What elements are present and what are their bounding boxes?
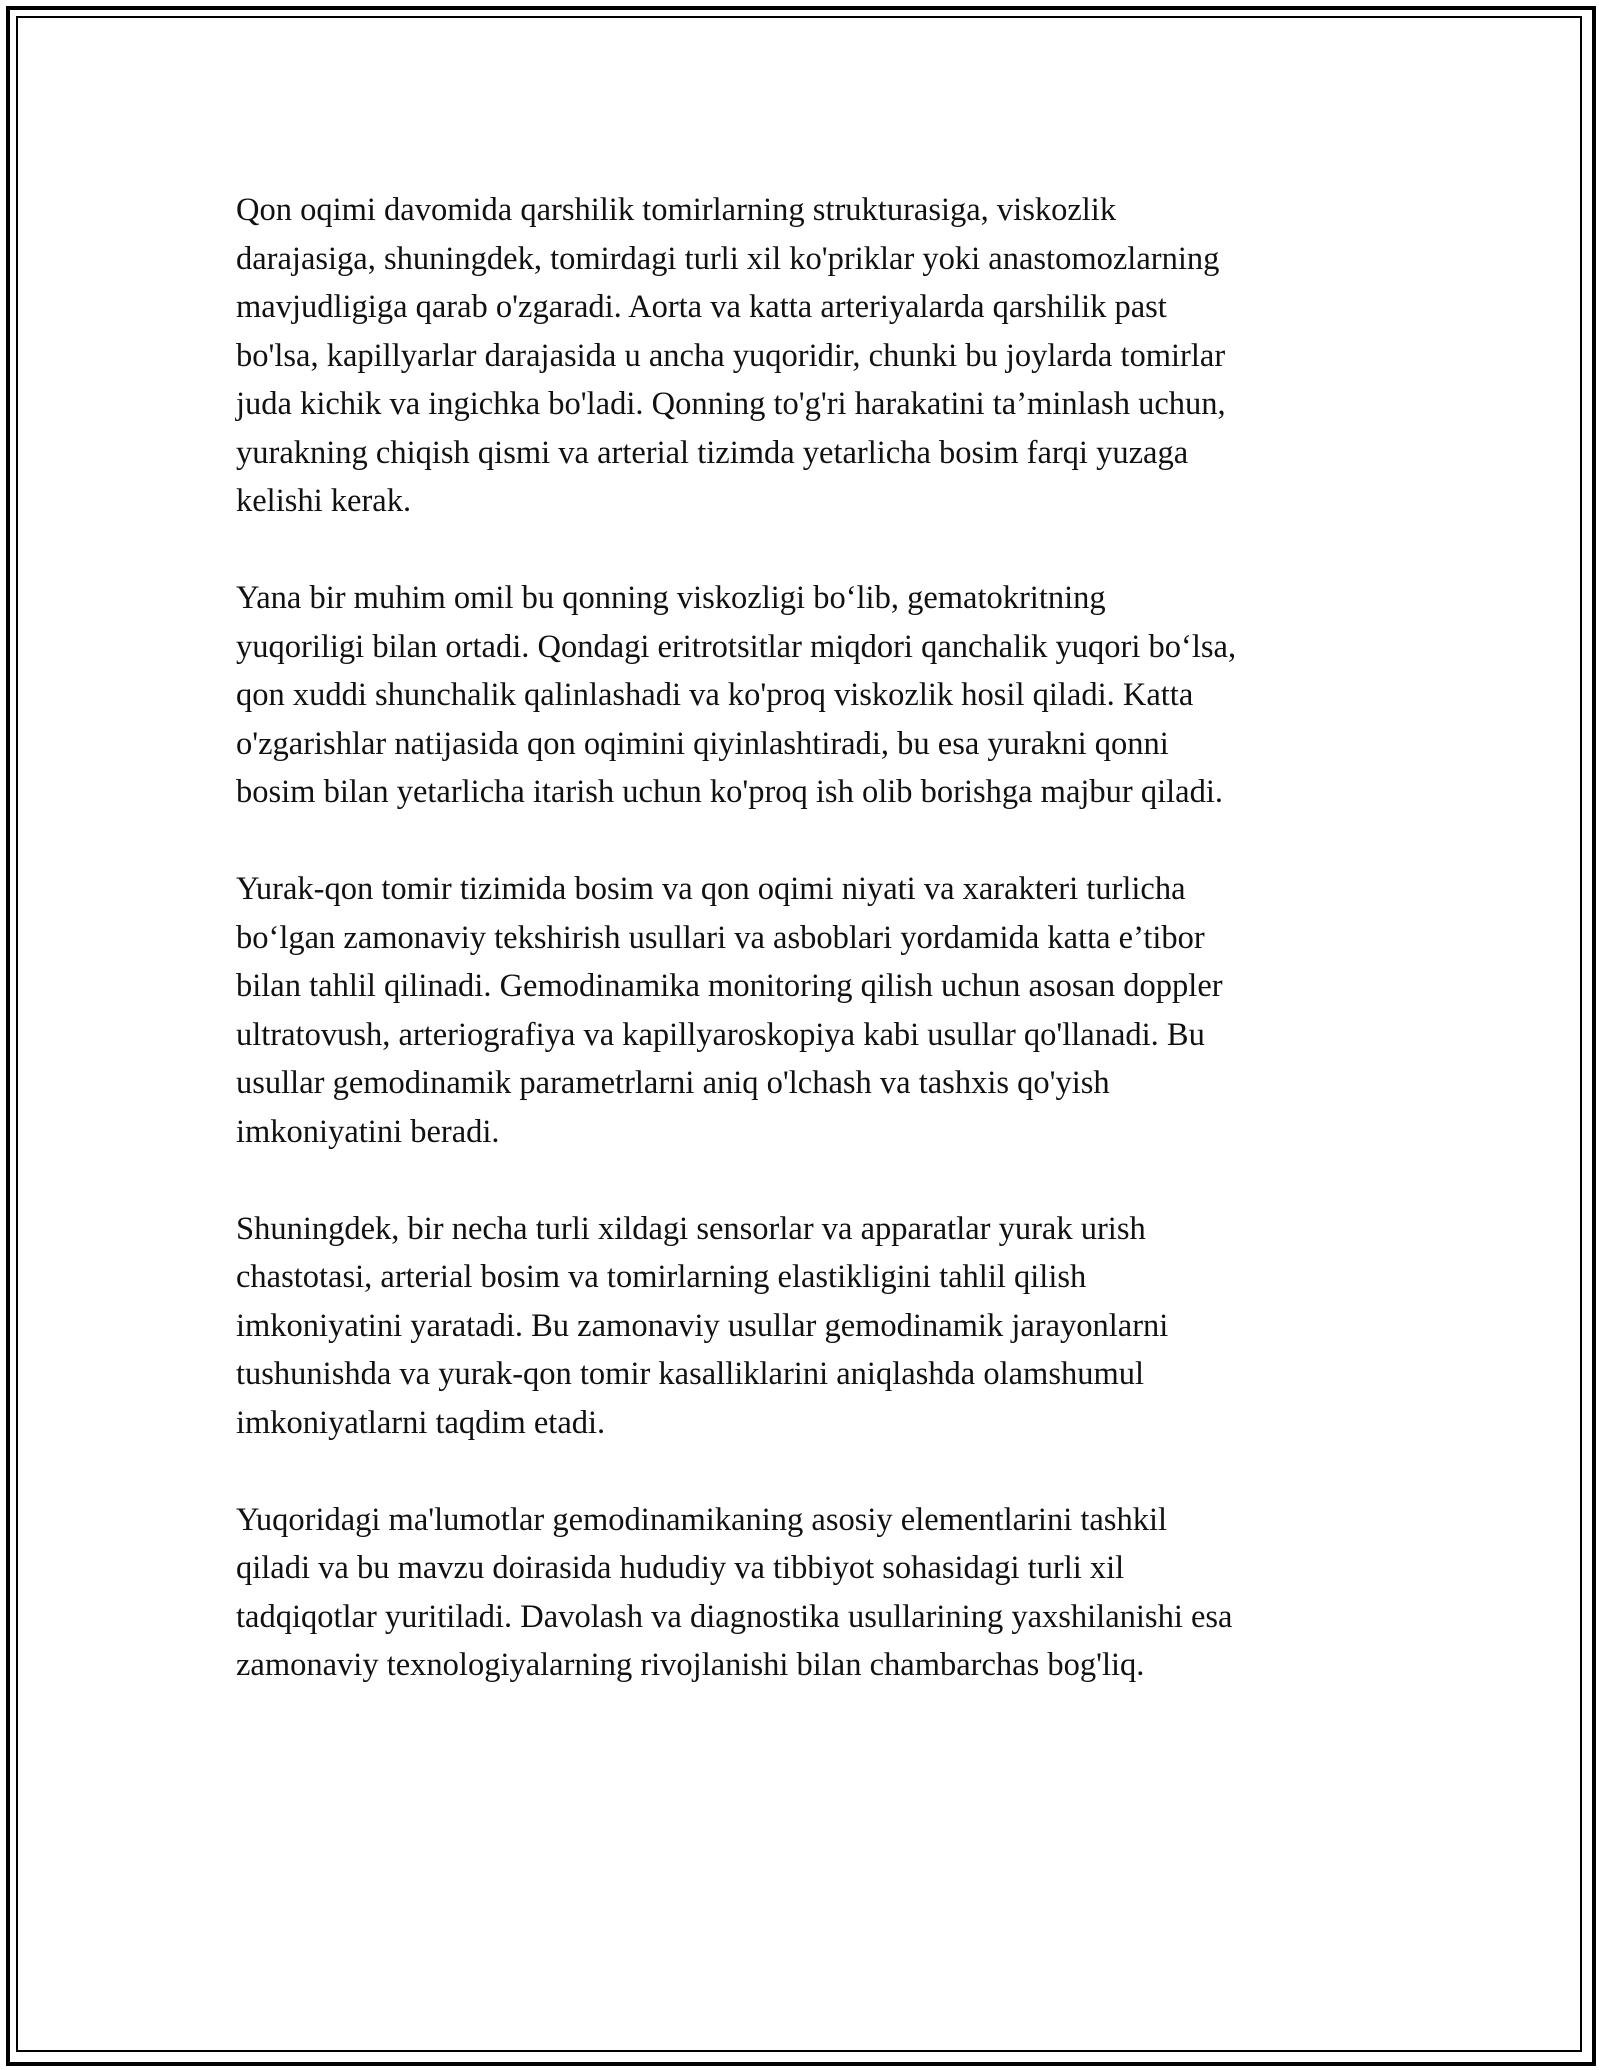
text-line: zamonaviy texnologiyalarning rivojlanishi bilan chambarchas bog'liq. [236, 1647, 1145, 1683]
paragraph-1 [236, 186, 1386, 526]
text-line: bosim bilan yetarlicha itarish uchun ko'proq ish olib borishga majbur qiladi. [236, 774, 1223, 810]
text-line: imkoniyatini yaratadi. Bu zamonaviy usullar gemodinamik jarayonlarni [236, 1307, 1169, 1344]
text-line: qiladi va bu mavzu doirasida hududiy va tibbiyot sohasidagi turli xil [236, 1550, 1125, 1586]
text-line: bo'lsa, kapillyarlar darajasida u ancha yuqoridir, chunki bu joylarda tomirlar [236, 337, 1226, 374]
text-line: imkoniyatini beradi. [236, 1113, 500, 1150]
text-line: usullar gemodinamik parametrlarni aniq o'lchash va tashxis qo'yish [236, 1065, 1110, 1101]
text-line: Yurak-qon tomir tizimida bosim va qon oqimi niyati va xarakteri turlicha [236, 871, 1186, 907]
paragraph-3 [236, 865, 1386, 1156]
text-line: darajasiga, shuningdek, tomirdagi turli xil ko'priklar yoki anastomozlarning [236, 240, 1220, 277]
text-line: qon xuddi shunchalik qalinlashadi va ko'proq viskozlik hosil qiladi. Katta [236, 677, 1194, 713]
text-line: yuqoriligi bilan ortadi. Qondagi eritrotsitlar miqdori qanchalik yuqori bo‘lsa, [236, 628, 1237, 665]
paragraph-2 [236, 574, 1386, 817]
paragraph-4 [236, 1205, 1386, 1448]
paragraph-5 [236, 1496, 1386, 1690]
text-line: Yuqoridagi ma'lumotlar gemodinamikaning asosiy elementlarini tashkil [236, 1501, 1168, 1538]
text-line: chastotasi, arterial bosim va tomirlarning elastikligini tahlil qilish [236, 1259, 1087, 1295]
text-line: juda kichik va ingichka bo'ladi. Qonning to'g'ri harakatini ta’minlash uchun, [236, 386, 1226, 422]
text-line: o'zgarishlar natijasida qon oqimini qiyinlashtiradi, bu esa yurakni qonni [236, 725, 1169, 762]
text-line: tadqiqotlar yuritiladi. Davolash va diagnostika usullarining yaxshilanishi esa [236, 1598, 1233, 1635]
text-line: Shuningdek, bir necha turli xildagi sensorlar va apparatlar yurak urish [236, 1210, 1146, 1247]
text-line: ultratovush, arteriografiya va kapillyaroskopiya kabi usullar qo'llanadi. Bu [236, 1016, 1205, 1053]
text-line: Yana bir muhim omil bu qonning viskozligi bo‘lib, gematokritning [236, 580, 1106, 616]
document-body [236, 186, 1386, 1738]
text-line: mavjudligiga qarab o'zgaradi. Aorta va katta arteriyalarda qarshilik past [236, 289, 1167, 325]
text-line: tushunishda va yurak-qon tomir kasalliklarini aniqlashda olamshumul [236, 1356, 1145, 1392]
text-line: Qon oqimi davomida qarshilik tomirlarning strukturasiga, viskozlik [236, 192, 1117, 228]
text-line: imkoniyatlarni taqdim etadi. [236, 1404, 606, 1441]
text-line: yurakning chiqish qismi va arterial tizimda yetarlicha bosim farqi yuzaga [236, 434, 1189, 471]
text-line: bilan tahlil qilinadi. Gemodinamika monitoring qilish uchun asosan doppler [236, 968, 1223, 1004]
text-line: bo‘lgan zamonaviy tekshirish usullari va asboblari yordamida katta e’tibor [236, 919, 1205, 956]
text-line: kelishi kerak. [236, 483, 412, 519]
